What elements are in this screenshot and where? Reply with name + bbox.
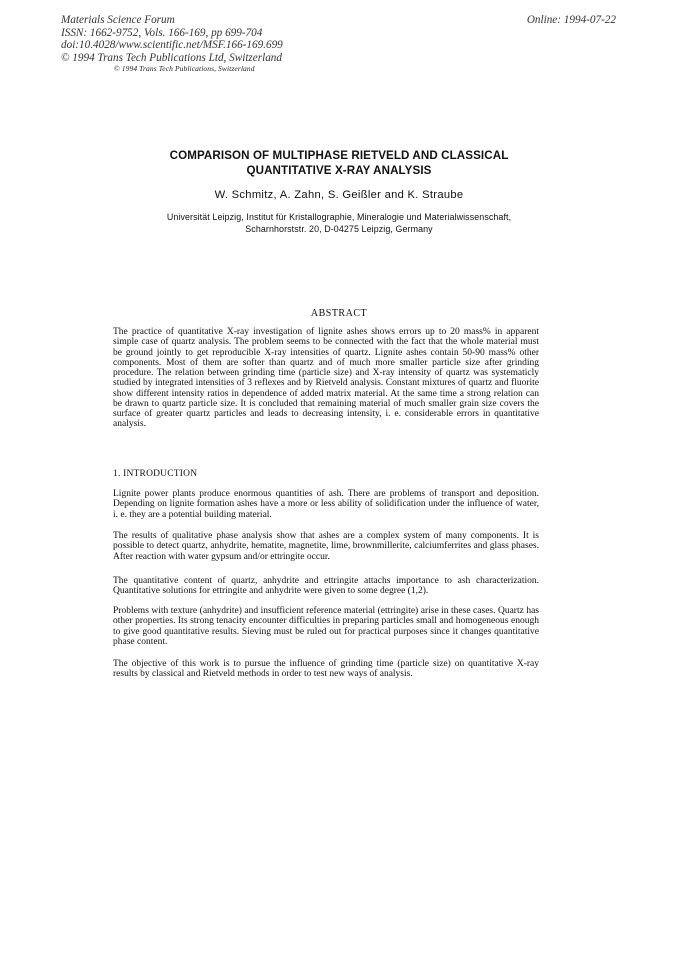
abstract-heading: ABSTRACT <box>310 308 368 319</box>
affiliation-line-2: Scharnhorststr. 20, D-04275 Leipzig, Germany <box>245 224 433 234</box>
intro-paragraph: The results of qualitative phase analysis show that ashes are a complex system of many components. It is possible to detect quartz, anhydrite, hematite, magnetite, lime, brownmillerite, calciumferrites and glass phases. After reaction with water gypsum and/or ettringite occur. <box>113 531 539 562</box>
affiliation-line-1: Universität Leipzig, Institut für Kristallographie, Mineralogie und Materialwissenschaft, <box>166 212 512 222</box>
title-line-1: COMPARISON OF MULTIPHASE RIETVELD AND CLASSICAL <box>169 149 509 162</box>
intro-paragraph: Lignite power plants produce enormous quantities of ash. There are problems of transport and deposition. Depending on lignite formation ashes have a more or less ability of solidification under the influence of water, i. e. they are a potential building material. <box>113 489 539 520</box>
copyright-line: © 1994 Trans Tech Publications Ltd, Switzerland <box>61 51 282 64</box>
intro-paragraph: The quantitative content of quartz, anhydrite and ettringite attachs importance to ash characterization. Quantitative solutions for ettringite and anhydrite were given to some degree (1,2). <box>113 576 539 597</box>
online-date: Online: 1994-07-22 <box>526 14 616 26</box>
intro-paragraph: Problems with texture (anhydrite) and insufficient reference material (ettringite) arise in these cases. Quartz has other properties. Its strong tenacity encounter difficulties in preparing particles small and homogeneous enough to give good quantitative results. Sieving must be ruled out for practical purposes since it changes quantitative phase content. <box>113 606 539 647</box>
journal-name: Materials Science Forum <box>61 14 175 26</box>
affiliation <box>90 211 588 235</box>
copyright-stamp: © 1994 Trans Tech Publications, Switzerland <box>114 64 255 73</box>
introduction-heading: 1. INTRODUCTION <box>113 469 198 479</box>
paper-title <box>100 148 578 178</box>
issn-line: ISSN: 1662-9752, Vols. 166-169, pp 699-704 <box>61 26 263 39</box>
doi-link[interactable]: doi:10.4028/www.scientific.net/MSF.166-169.699 <box>61 39 283 52</box>
abstract-text: The practice of quantitative X-ray investigation of lignite ashes shows errors up to 20 mass% in apparent simple case of quartz analysis. The problem seems to be connected with the fact that the whole material must be ground jointly to get reproducible X-ray intensities of quartz. Lignite ashes contain 50-90 mass% other components. Most of them are softer than quartz and of much more smaller particle size after grinding procedure. The relation between grinding time (particle size) and X-ray intensity of quartz was systematicly studied by integrated intensities of 3 reflexes and by Rietveld analysis. Constant mixtures of quartz and fluorite show different intensity ratios in dependence of added matrix material. At the same time a strong relation can be drawn to quartz particle size. It is concluded that remaining material of much smaller grain size covers the surface of greater quartz particles and leads to decreasing intensity, i. e. considerable errors in quantitative analysis. <box>113 327 539 430</box>
authors: W. Schmitz, A. Zahn, S. Geißler and K. Straube <box>214 189 464 201</box>
intro-paragraph: The objective of this work is to pursue the influence of grinding time (particle size) on quantitative X-ray results by classical and Rietveld methods in order to test new ways of analysis. <box>113 659 539 680</box>
title-line-2: QUANTITATIVE X-RAY ANALYSIS <box>246 164 432 177</box>
publication-info <box>61 14 361 64</box>
